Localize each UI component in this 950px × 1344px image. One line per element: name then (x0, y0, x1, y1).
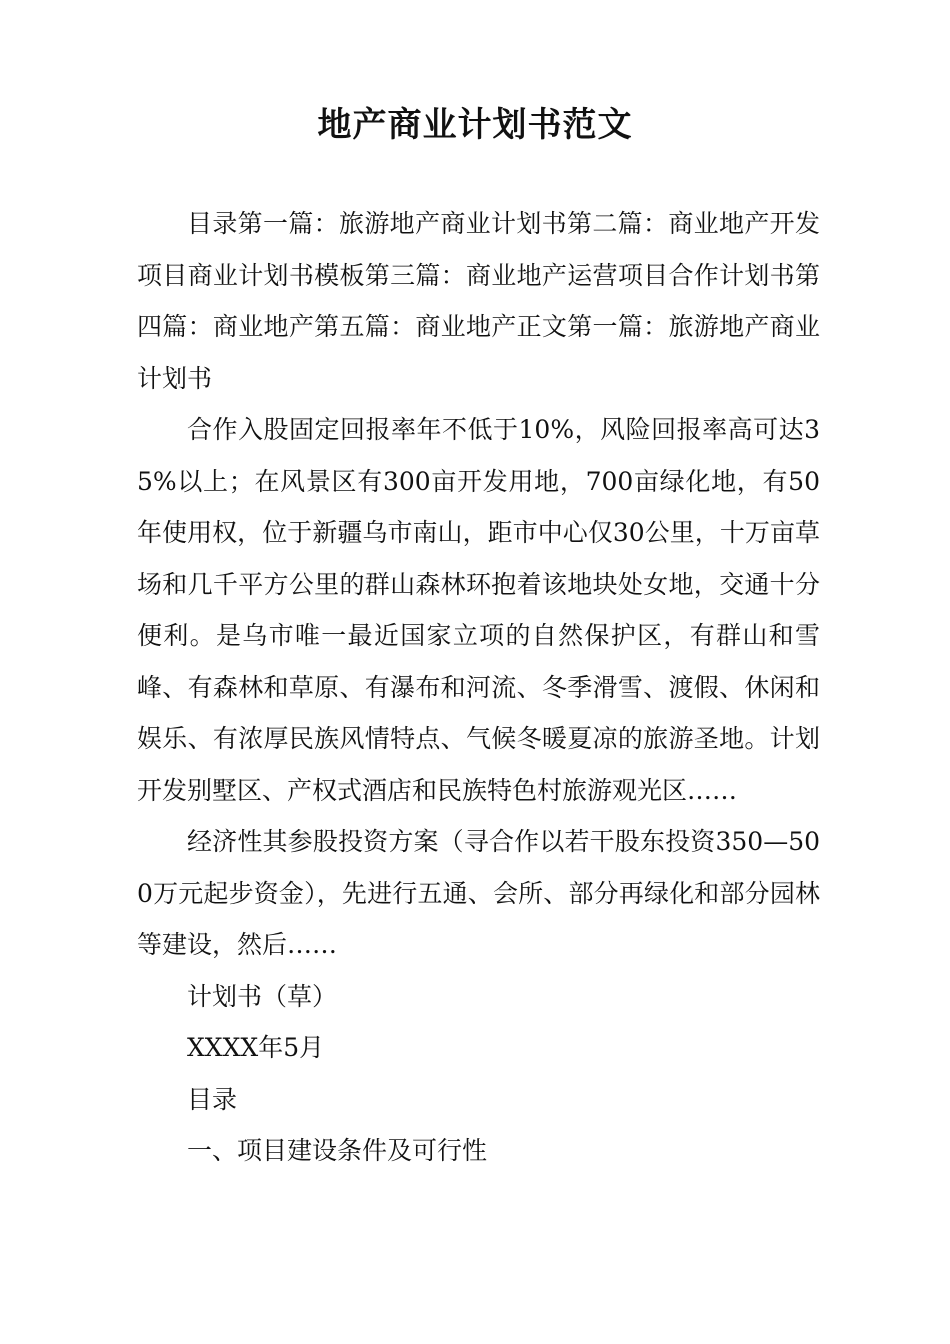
cooperation-paragraph: 合作入股固定回报率年不低于10%，风险回报率高可达35%以上；在风景区有300亩开发用地，700亩绿化地，有50年使用权，位于新疆乌市南山，距市中心仅30公里，十万亩草场和几千平方公里的群山森林环抱着该地块处女地，交通十分便利。是乌市唯一最近国家立项的自然保护区，有群山和雪峰、有森林和草原、有瀑布和河流、冬季滑雪、渡假、休闲和娱乐、有浓厚民族风情特点、气候冬暖夏凉的旅游圣地。计划开发别墅区、产权式酒店和民族特色村旅游观光区…… (137, 415, 820, 805)
investment-paragraph: 经济性其参股投资方案（寻合作以若干股东投资350—500万元起步资金），先进行五通、会所、部分再绿化和部分园林等建设，然后…… (137, 827, 820, 959)
section-heading-1: 一、项目建设条件及可行性 (187, 1136, 488, 1165)
document-body (137, 198, 820, 1177)
date-line: XXXX年5月 (187, 1033, 325, 1062)
plan-draft-line: 计划书（草） (187, 981, 338, 1011)
toc-paragraph: 目录第一篇：旅游地产商业计划书第二篇：商业地产开发项目商业计划书模板第三篇：商业地产运营项目合作计划书第四篇：商业地产第五篇：商业地产正文第一篇：旅游地产商业计划书 (137, 209, 820, 393)
document-title: 地产商业计划书范文 (317, 105, 633, 145)
contents-heading: 目录 (187, 1084, 238, 1114)
